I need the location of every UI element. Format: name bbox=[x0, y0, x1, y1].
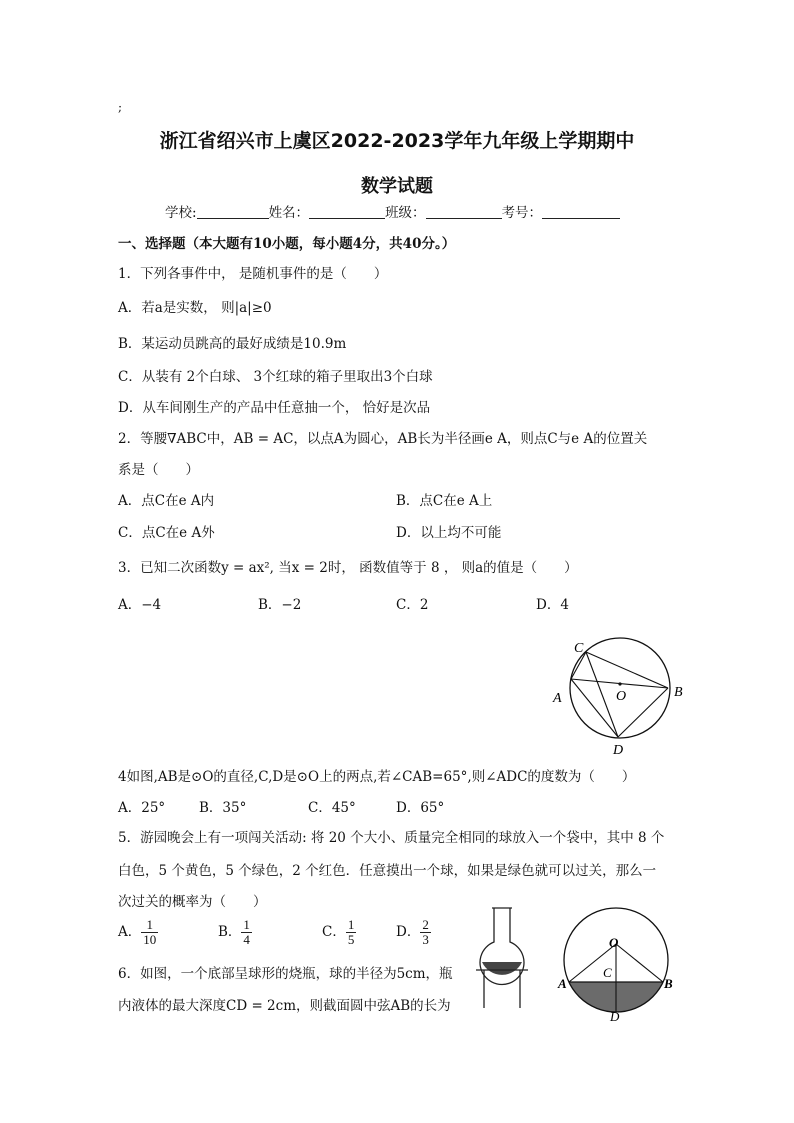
page-subtitle: 数学试题 bbox=[361, 176, 433, 197]
q4-label-b: B bbox=[674, 685, 683, 700]
q5-option-c bbox=[322, 918, 356, 947]
q4-option-a: A．25° bbox=[118, 800, 166, 816]
q5-option-a-denominator: 10 bbox=[143, 932, 157, 947]
q5-option-c-fraction bbox=[346, 918, 357, 947]
flask-liquid bbox=[482, 962, 522, 975]
q5-option-d-numerator: 2 bbox=[422, 917, 429, 932]
number-label: 考号： bbox=[501, 205, 543, 221]
q4-chord-cd bbox=[586, 652, 618, 737]
q4-circle-figure bbox=[548, 632, 698, 762]
q6-label-c: C bbox=[603, 965, 612, 980]
q6-label-a: A bbox=[558, 976, 567, 991]
q4-option-d: D．65° bbox=[396, 800, 445, 816]
q6-radius-ob bbox=[616, 944, 663, 982]
q6-label-o: O bbox=[609, 935, 619, 950]
q2-stem-line1: 2．等腰∇ABC中，AB = AC，以点A为圆心，AB长为半径画e A，则点C与e A的位置关 bbox=[118, 431, 648, 447]
student-info-fields bbox=[165, 201, 620, 221]
q1-stem: 1．下列各事件中， 是随机事件的是（ ） bbox=[118, 266, 388, 282]
q4-chord-ad bbox=[571, 679, 618, 737]
q5-option-a-numerator: 1 bbox=[141, 918, 158, 933]
class-label: 班级： bbox=[385, 205, 426, 221]
q1-option-d: D．从车间刚生产的产品中任意抽一个， 恰好是次品 bbox=[118, 400, 431, 416]
q6-label-d: D bbox=[610, 1009, 620, 1023]
page-title: 浙江省绍兴市上虞区2022-2023学年九年级上学期期中 bbox=[159, 130, 635, 152]
q6-label-b: B bbox=[664, 976, 673, 991]
q5-option-a-label: A． bbox=[118, 924, 142, 940]
q5-option-d-denominator: 3 bbox=[422, 932, 429, 947]
q5-option-b-fraction bbox=[241, 918, 252, 947]
q2-option-a: A．点C在e A内 bbox=[118, 493, 215, 509]
q4-chord-ca bbox=[571, 652, 586, 679]
flask-figure bbox=[472, 900, 532, 1020]
q2-option-c: C．点C在e A外 bbox=[118, 525, 215, 541]
q5-option-b-denominator: 4 bbox=[243, 932, 250, 947]
q4-stem: 4如图,AB是⊙O的直径,C,D是⊙O上的两点,若∠CAB=65°,则∠ADC的度数为（ ） bbox=[118, 769, 636, 785]
q3-stem: 3．已知二次函数y = ax², 当x = 2时， 函数值等于 8 ， 则a的值是（ ） bbox=[118, 560, 578, 576]
stray-mark: ; bbox=[118, 100, 123, 114]
q6-cross-section-figure bbox=[556, 905, 676, 1023]
q4-label-c: C bbox=[574, 641, 584, 656]
q3-option-c: C．2 bbox=[396, 597, 429, 613]
q5-option-d-label: D． bbox=[396, 924, 421, 940]
q2-option-d: D．以上均不可能 bbox=[396, 525, 502, 541]
q4-chord-cb bbox=[586, 652, 668, 688]
q5-stem-line3: 次过关的概率为（ ） bbox=[118, 894, 267, 910]
school-field[interactable] bbox=[197, 204, 269, 219]
q4-label-o: O bbox=[616, 689, 627, 704]
q3-option-a: A．−4 bbox=[118, 597, 162, 613]
q5-option-c-denominator: 5 bbox=[347, 932, 355, 947]
q5-option-a bbox=[118, 918, 158, 947]
q4-label-d: D bbox=[613, 743, 624, 758]
q4-label-a: A bbox=[553, 691, 562, 706]
q1-option-b: B．某运动员跳高的最好成绩是10.9m bbox=[118, 336, 347, 352]
q1-option-c: C．从装有 2个白球、 3个红球的箱子里取出3个白球 bbox=[118, 369, 433, 385]
q6-stem-line1: 6．如图，一个底部呈球形的烧瓶，球的半径为5cm，瓶 bbox=[118, 966, 453, 982]
school-label: 学校: bbox=[165, 205, 197, 221]
q5-option-d-fraction bbox=[420, 918, 431, 947]
q5-option-b bbox=[218, 918, 252, 947]
q3-option-b: B．−2 bbox=[258, 597, 302, 613]
q5-stem-line2: 白色，5 个黄色，5 个绿色，2 个红色．任意摸出一个球，如果是绿色就可以过关，那么一 bbox=[118, 863, 657, 879]
q5-option-a-fraction bbox=[141, 918, 158, 947]
q5-option-b-numerator: 1 bbox=[243, 917, 250, 932]
q3-option-d: D．4 bbox=[536, 597, 569, 613]
name-field[interactable] bbox=[309, 204, 385, 219]
number-field[interactable] bbox=[542, 204, 620, 219]
q6-stem-line2: 内液体的最大深度CD = 2cm，则截面圆中弦AB的长为 bbox=[118, 998, 451, 1014]
name-label: 姓名： bbox=[268, 205, 310, 221]
q4-option-b: B．35° bbox=[199, 800, 247, 816]
q4-option-c: C．45° bbox=[308, 800, 356, 816]
q4-center-point bbox=[618, 682, 621, 685]
q5-stem-line1: 5．游园晚会上有一项闯关活动: 将 20 个大小、质量完全相同的球放入一个袋中，其中 8 个 bbox=[118, 830, 665, 846]
q5-option-b-label: B． bbox=[218, 924, 242, 940]
section-heading: 一、选择题（本大题有10小题，每小题4分，共40分。） bbox=[118, 236, 456, 252]
q5-option-c-label: C． bbox=[322, 924, 346, 940]
q2-option-b: B．点C在e A上 bbox=[396, 493, 493, 509]
q5-option-c-numerator: 1 bbox=[347, 917, 355, 932]
q2-stem-line2: 系是（ ） bbox=[118, 462, 199, 478]
class-field[interactable] bbox=[426, 204, 502, 219]
q1-option-a: A．若a是实数， 则|a|≥0 bbox=[118, 300, 272, 316]
q5-option-d bbox=[396, 918, 431, 947]
